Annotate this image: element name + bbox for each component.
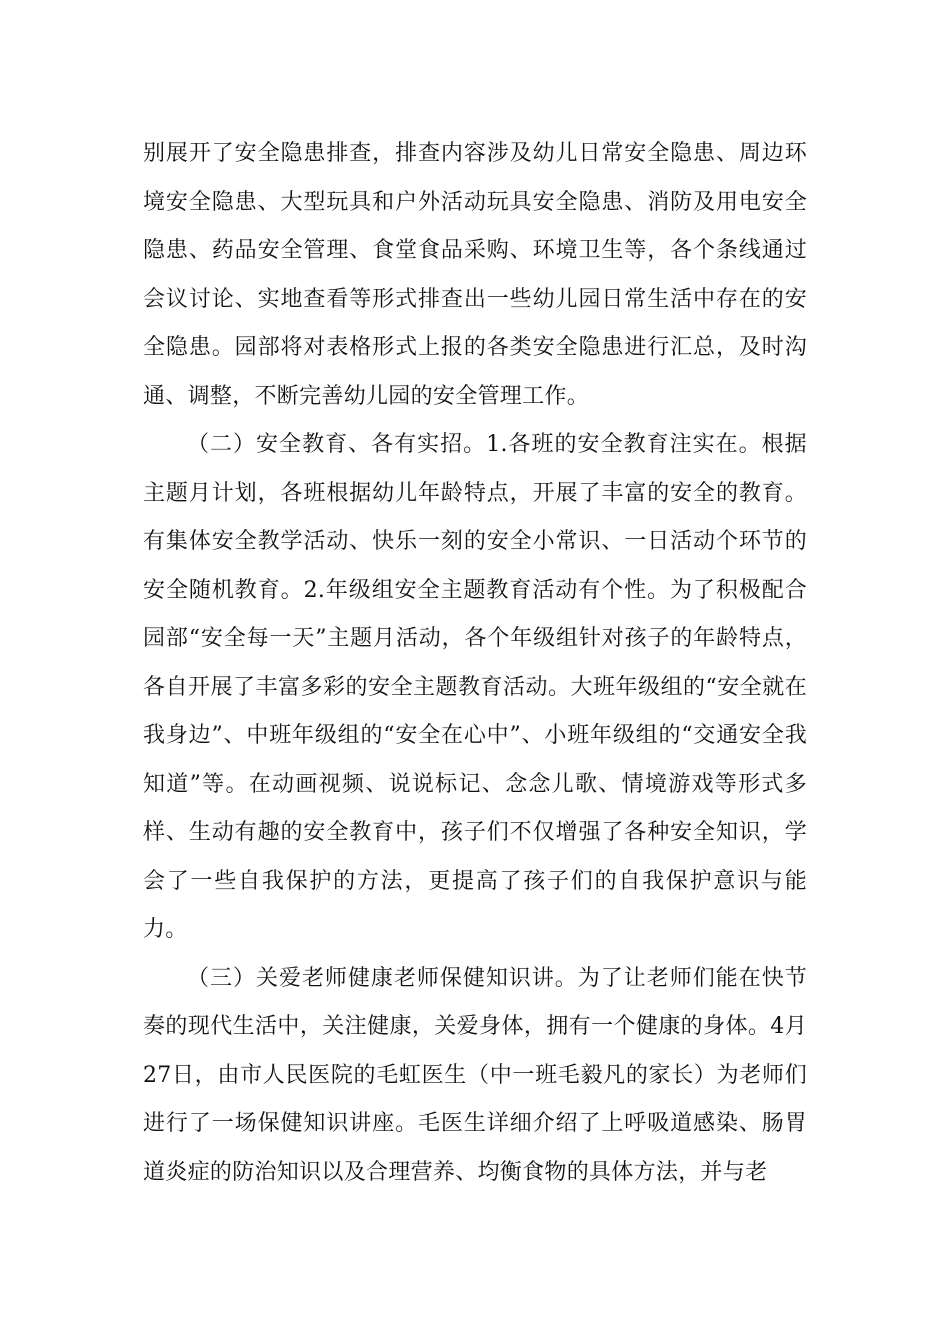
paragraph-hazard-check: 别展开了安全隐患排查，排查内容涉及幼儿日常安全隐患、周边环境安全隐患、大型玩具和户外活动玩具安全隐患、消防及用电安全隐患、药品安全管理、食堂食品采购、环境卫生等，各个条线通过会议讨论、实地查看等形式排查出一些幼儿园日常生活中存在的安全隐患。园部将对表格形式上报的各类安全隐患进行汇总，及时沟通、调整，不断完善幼儿园的安全管理工作。 <box>143 141 807 409</box>
paragraph-teacher-health: （三）关爱老师健康老师保健知识讲。为了让老师们能在快节奏的现代生活中，关注健康，关爱身体，拥有一个健康的身体。4月27日，由市人民医院的毛虹医生（中一班毛毅凡的家长）为老师们进行了一场保健知识讲座。毛医生详细介绍了上呼吸道感染、肠胃道炎症的防治知识以及合理营养、均衡食物的具体方法，并与老 <box>143 965 807 1185</box>
paragraph-safety-education: （二）安全教育、各有实招。1.各班的安全教育注实在。根据主题月计划，各班根据幼儿年龄特点，开展了丰富的安全的教育。有集体安全教学活动、快乐一刻的安全小常识、一日活动个环节的安全随机教育。2.年级组安全主题教育活动有个性。为了积极配合园部“安全每一天”主题月活动，各个年级组针对孩子的年龄特点，各自开展了丰富多彩的安全主题教育活动。大班年级组的“安全就在我身边”、中班年级组的“安全在心中”、小班年级组的“交通安全我知道”等。在动画视频、说说标记、念念儿歌、情境游戏等形式多样、生动有趣的安全教育中，孩子们不仅增强了各种安全知识，学会了一些自我保护的方法，更提高了孩子们的自我保护意识与能力。 <box>143 432 807 942</box>
document-body <box>143 130 807 1197</box>
